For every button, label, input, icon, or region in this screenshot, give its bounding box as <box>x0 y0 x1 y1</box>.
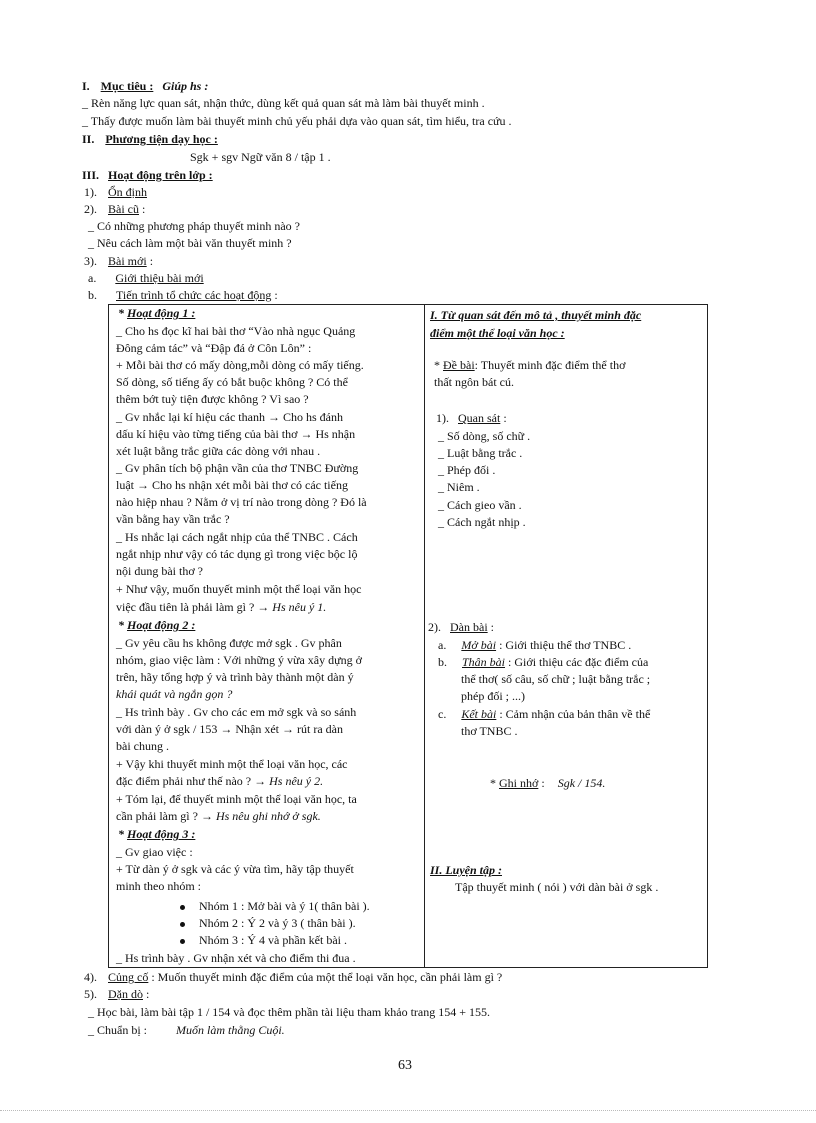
step-title: Ổn định <box>108 185 147 199</box>
expected-answer: Hs nêu ý 2. <box>269 774 324 788</box>
substep-title: Tiến trình tổ chức các hoạt động <box>116 288 272 302</box>
outline-text: phép đối ; ...) <box>461 689 525 703</box>
colon: : <box>271 288 278 302</box>
colon: : <box>139 202 146 216</box>
substep-letter: a. <box>88 271 97 285</box>
colon: : <box>146 254 154 268</box>
observation-item: _ Cách ngắt nhịp . <box>438 515 526 529</box>
activity-line: Số dòng, số tiếng ấy có bắt buộc không ? Có thể <box>116 375 348 389</box>
outline-conclusion: c. Kết bài : Cảm nhận của bản thân về thể <box>438 707 651 721</box>
assignment-text: : Thuyết minh đặc điểm thể thơ <box>474 358 626 372</box>
observation-item: _ Phép đối . <box>438 463 496 477</box>
activity-2-heading: * Hoạt động 2 : <box>118 618 196 632</box>
activity-line: + Từ dàn ý ở sgk và các ý vừa tìm, hãy tập thuyết <box>116 862 354 876</box>
prepare-line <box>88 1022 285 1039</box>
activity-2-title: Hoạt động 2 : <box>127 618 196 632</box>
activity-1-title: Hoạt động 1 : <box>127 306 196 320</box>
activity-line: bài chung . <box>116 739 169 753</box>
outline-heading: 2). Dàn bài : <box>428 620 494 634</box>
section-number: II. <box>82 132 95 146</box>
activity-line: + Tóm lại, để thuyết minh một thể loại văn học, ta <box>116 792 357 806</box>
outline-text: : Giới thiệu thể thơ TNBC . <box>499 638 632 652</box>
section-title: Phương tiện dạy học : <box>105 132 218 146</box>
page-number: 63 <box>398 1058 412 1073</box>
remember-label: Ghi nhớ <box>499 776 539 790</box>
activity-text: cần phải làm gì ? → <box>116 809 213 823</box>
group-item <box>180 898 370 915</box>
step-title: Bài mới <box>108 254 147 268</box>
outline-text: thơ TNBC . <box>461 724 518 738</box>
outline-label: Thân bài <box>462 655 506 669</box>
group-text: Nhóm 1 : Mở bài và ý 1( thân bài ). <box>199 899 370 913</box>
group-item <box>180 932 347 949</box>
activity-line <box>116 599 326 616</box>
step-homework <box>84 986 149 1003</box>
outline-body: b. Thân bài : Giới thiệu các đặc điểm của <box>438 655 649 669</box>
outline-text: : Giới thiệu các đặc điểm của <box>508 655 649 669</box>
step-number: 3). <box>84 254 97 268</box>
activity-line: nhóm, giao việc làm : Với những ý vừa xây dựng ở <box>116 653 362 667</box>
right-heading-1b <box>430 325 565 342</box>
heading-text: I. Từ quan sát đến mô tả , thuyết minh đặc <box>430 308 642 322</box>
observation-item: _ Niêm . <box>438 480 480 494</box>
outline-label: Mở bài <box>461 638 497 652</box>
section-objectives <box>82 78 208 95</box>
bullet-icon <box>180 922 185 927</box>
page-footer-rule <box>0 1110 816 1111</box>
practice-text: Tập thuyết minh ( nói ) với dàn bài ở sgk . <box>455 880 659 894</box>
heading-text: điểm một thể loại văn học : <box>430 326 565 340</box>
step-number: 2). <box>84 202 97 216</box>
question-line: _ Nêu cách làm một bài văn thuyết minh ? <box>88 236 292 250</box>
activity-line: minh theo nhóm : <box>116 879 201 893</box>
activity-line: + Vậy khi thuyết minh một thể loại văn học, các <box>116 757 348 771</box>
step-number: 4). <box>84 970 97 984</box>
step-title: Dàn bài <box>450 620 488 634</box>
activity-line: khái quát và ngắn gọn ? <box>116 687 233 701</box>
objective-line: _ Thấy được muốn làm bài thuyết minh chủ yếu phải dựa vào quan sát, tìm hiểu, tra cứu . <box>82 114 512 128</box>
activity-line: _ Gv phân tích bộ phận vần của thơ TNBC Đường <box>116 461 359 475</box>
outline-intro: a. Mở bài : Giới thiệu thể thơ TNBC . <box>438 638 632 652</box>
question-line: _ Có những phương pháp thuyết minh nào ? <box>88 219 300 233</box>
step-old-lesson <box>84 201 145 218</box>
step-consolidate <box>84 969 502 986</box>
activity-line: trên, hãy tổng hợp ý và trình bày thành một dàn ý <box>116 670 354 684</box>
activity-3-heading: * Hoạt động 3 : <box>118 827 196 841</box>
activity-text: đặc điểm phải như thế nào ? → <box>116 774 267 788</box>
activity-line: vần bằng hay vần trắc ? <box>116 512 230 526</box>
section-number: I. <box>82 79 90 93</box>
materials-line: Sgk + sgv Ngữ văn 8 / tập 1 . <box>190 150 331 164</box>
activity-line: + Mỗi bài thơ có mấy dòng,mỗi dòng có mấy tiếng. <box>116 358 364 372</box>
bullet-icon <box>180 939 185 944</box>
step-number: 1). <box>436 411 449 425</box>
assignment-line: * Đề bài: Thuyết minh đặc điểm thể thơ <box>434 358 626 372</box>
group-text: Nhóm 3 : Ý 4 và phần kết bài . <box>199 933 347 947</box>
expected-answer: Hs nêu ý 1. <box>272 600 327 614</box>
observation-item: _ Cách gieo vần . <box>438 498 522 512</box>
activity-line: _ Gv yêu cầu hs không được mở sgk . Gv phân <box>116 636 342 650</box>
step-title: Củng cố <box>108 970 149 984</box>
step-title: Quan sát <box>458 411 501 425</box>
activity-line: luật → Cho hs nhận xét mỗi bài thơ có các tiếng <box>116 478 348 492</box>
colon: : <box>143 987 150 1001</box>
step-new-lesson <box>84 253 153 270</box>
activity-line: với dàn ý ở sgk / 153 → Nhận xét → rút ra dàn <box>116 722 343 736</box>
section-title: Hoạt động trên lớp : <box>108 168 213 182</box>
activity-line: _ Gv nhắc lại kí hiệu các thanh → Cho hs đánh <box>116 410 343 424</box>
section-sub: Giúp hs : <box>162 79 209 93</box>
activity-line: dấu kí hiệu vào từng tiếng của bài thơ → Hs nhận <box>116 427 356 441</box>
activity-text: việc đầu tiên là phải làm gì ? → <box>116 600 270 614</box>
outline-label: Kết bài <box>461 707 497 721</box>
activity-line: _ Cho hs đọc kĩ hai bài thơ “Vào nhà ngục Quảng <box>116 324 356 338</box>
substep-intro <box>88 270 204 287</box>
outline-text: : Cảm nhận của bản thân về thể <box>499 707 651 721</box>
outline-text: thể thơ( số câu, số chữ ; luật bằng trắc ; <box>461 672 651 686</box>
activity-line: Đông cảm tác” và “Đập đá ở Côn Lôn” : <box>116 341 312 355</box>
activity-line: _ Hs trình bày . Gv nhận xét và cho điểm thi đua . <box>116 951 356 965</box>
expected-answer: Hs nêu ghi nhớ ở sgk. <box>215 809 321 823</box>
substep-letter: b. <box>88 288 97 302</box>
activity-1-heading: * Hoạt động 1 : <box>118 306 196 320</box>
substep-title: Giới thiệu bài mới <box>115 271 204 285</box>
remember-line: * Ghi nhớ : Sgk / 154. <box>490 776 606 790</box>
practice-heading <box>430 862 502 879</box>
step-number: 1). <box>84 185 97 199</box>
bullet-icon <box>180 905 185 910</box>
substep-process <box>88 287 278 304</box>
activity-line: xét luật bằng trắc giữa các dòng với nhau . <box>116 444 321 458</box>
right-heading-1 <box>430 307 641 324</box>
step-number: 5). <box>84 987 97 1001</box>
practice-title: II. Luyện tập : <box>430 863 502 877</box>
activity-line <box>116 808 321 825</box>
observation-item: _ Số dòng, số chữ . <box>438 429 531 443</box>
activity-3-title: Hoạt động 3 : <box>127 827 196 841</box>
objective-line: _ Rèn năng lực quan sát, nhận thức, dùng kết quả quan sát mà làm bài thuyết minh . <box>82 96 485 110</box>
step-text: : Muốn thuyết minh đặc điểm của một thể loại văn học, cần phải làm gì ? <box>151 970 503 984</box>
assignment-line: thất ngôn bát cú. <box>434 375 514 389</box>
assignment-label: Đề bài <box>443 358 475 372</box>
group-text: Nhóm 2 : Ý 2 và ý 3 ( thân bài ). <box>199 916 356 930</box>
section-number: III. <box>82 168 100 182</box>
section-activities <box>82 167 213 184</box>
activity-line: _ Gv giao việc : <box>116 845 193 859</box>
step-title: Bài cũ <box>108 202 139 216</box>
activity-line: ngắt nhịp như vậy có tác dụng gì trong việc bộc lộ <box>116 547 358 561</box>
activity-line: _ Hs trình bày . Gv cho các em mở sgk và so sánh <box>116 705 357 719</box>
section-materials <box>82 131 218 148</box>
prepare-text: Muốn làm thằng Cuội. <box>176 1023 285 1037</box>
step-number: 2). <box>428 620 441 634</box>
activity-line: _ Hs nhắc lại cách ngắt nhịp của thể TNBC . Cách <box>116 530 358 544</box>
remember-text: Sgk / 154. <box>557 776 606 790</box>
observation-heading: 1). Quan sát : <box>436 411 507 425</box>
observation-item: _ Luật bằng trắc . <box>438 446 523 460</box>
table-divider <box>424 304 425 967</box>
activity-line: nội dung bài thơ ? <box>116 564 203 578</box>
activity-line: nào hiệp nhau ? Nằm ở vị trí nào trong dòng ? Đó là <box>116 495 367 509</box>
group-item <box>180 915 356 932</box>
activity-line: + Như vậy, muốn thuyết minh một thể loại văn học <box>116 582 362 596</box>
homework-line: _ Học bài, làm bài tập 1 / 154 và đọc thêm phần tài liệu tham khảo trang 154 + 155. <box>88 1005 491 1019</box>
step-stabilize <box>84 184 147 201</box>
section-title: Mục tiêu : <box>100 79 154 93</box>
prepare-label: _ Chuẩn bị : <box>88 1023 147 1037</box>
step-title: Dặn dò <box>108 987 143 1001</box>
activity-line: thêm bớt tuỳ tiện được không ? Vì sao ? <box>116 392 309 406</box>
activity-line <box>116 773 323 790</box>
